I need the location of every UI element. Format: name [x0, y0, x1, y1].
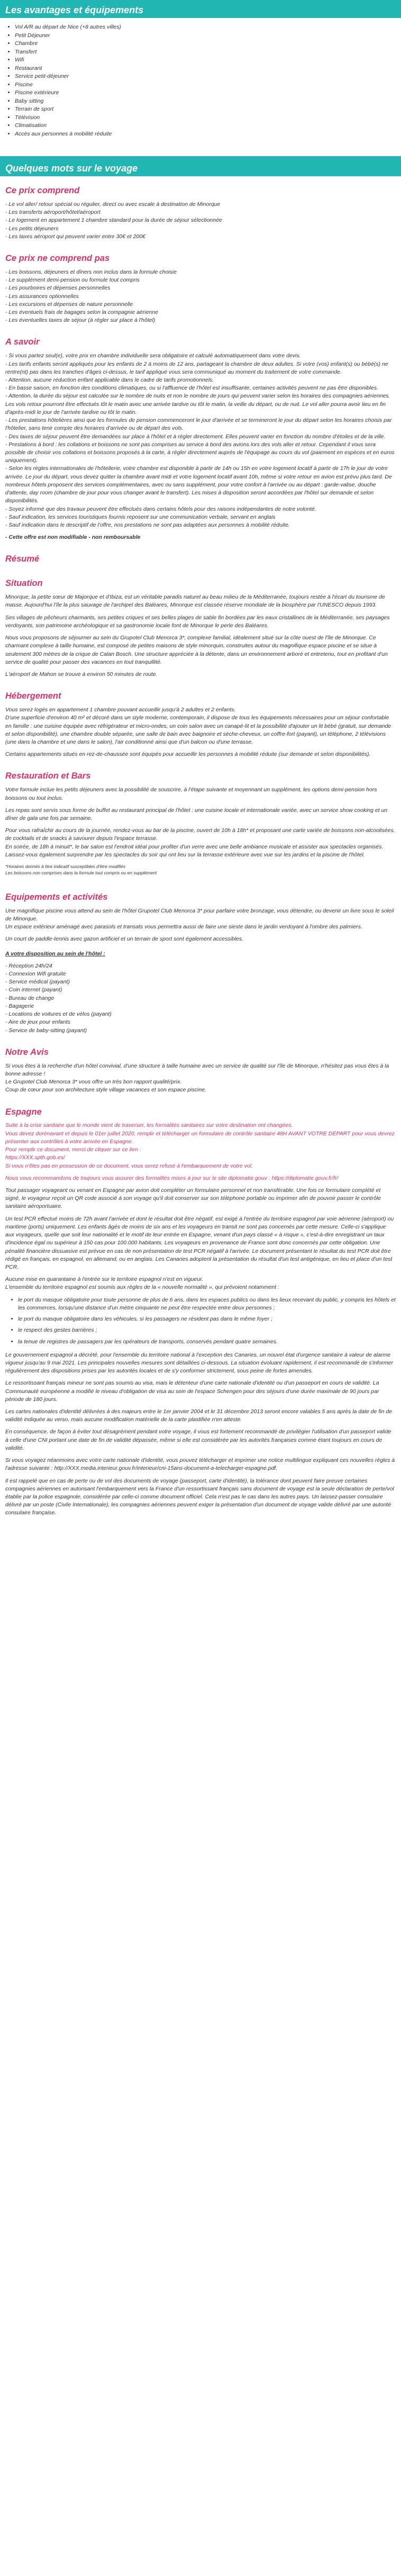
disposition-heading: A votre disposition au sein de l'hôtel :	[5, 950, 105, 957]
restauration-text: Votre formule inclue les petits déjeuners avec la possibilité de souscrire, à l'étape suivante et moyennant un supplément, les options demi-pension hors boissons ou tout inclus.	[5, 787, 377, 801]
heading-resume: Résumé	[5, 554, 40, 564]
facility-item: - Connexion Wifi gratuite	[5, 971, 66, 977]
included-item: - Le vol aller/ retour spécial ou régulier, direct ou avec escale à destination de Minorque	[5, 201, 221, 207]
notre-avis-text: Si vous êtes à la recherche d'un hôtel convivial, d'une structure à taille humaine avec un service de qualité sur l'île de Minorque, n'hésitez pas vous êtes à la bonne adresse ! Le Grupotel Club Menorca 3* vous offre un très bon rapport qualité/prix. Coup de cœur pour son architecture style village vacances et son espace piscine.	[5, 1062, 389, 1093]
espagne-text: Si vous voyagez néanmoins avec votre carte nationale d'identité, vous pouvez télécharger et imprimer une notice multilingue expliquant ces nouvelles règles à l'adresse suivante : http://XXX.media.interieur.gouv.fr/interieur/cni-15ans-document-a-telecharger-espagne.pdf.	[5, 1457, 395, 1472]
situation-text: Nous vous proposons de séjourner au sein du Grupotel Club Menorca 3*, complexe familial, idéalement situé sur la côte ouest de l'île de Minorque. Ce charmant complexe à taille humaine, est composé de petites maisons de style minorquin, construites autour du magnifique espace piscine et se situe à seulement 300 mètres de la crique de Calan Bosch. Une structure appréciée à la détente, dans un environnement arboré et entretenu, tout en profitant d'un service de qualité pour passer des vacances en tout tranquillité.	[5, 635, 388, 665]
restauration-text: Pour vous rafraîchir au cours de la journée, rendez-vous au bar de la piscine, ouvert de 10h à 18h* et proposant une carte variée de boissons non-alcoolisées, de cocktails et de snacks à savourer depuis l'espace terrasse. En soirée, de 18h à minuit*, le bar salon est l'endroit idéal pour profiter d'un verre avec une belle ambiance musicale et assister aux spectacles organisés. Laissez-vous également surprendre par les spectacles du soir qui ont lieu sur la terrasse extérieure avec vue sur les jardins et la piscine de l'hôtel.	[5, 827, 395, 858]
amenity-item: • Climatisation	[15, 122, 401, 130]
excluded-item: - Les éventuels frais de bagages selon la compagnie aérienne	[5, 309, 158, 316]
espagne-text: En conséquence, de façon à éviter tout désagrément pendant votre voyage, il vous est fortement recommandé de privilégier l'utilisation d'un passeport valide à celle d'une CNI portant une date de fin de validité dépassée, même si elle est considérée par les autorités françaises comme étant toujours en cours de validité.	[5, 1429, 391, 1451]
included-item: - Les transferts aéroport/hôtel/aéroport	[5, 209, 101, 216]
excluded-item: - Les éventuelles taxes de séjour (à régler sur place à l'hôtel)	[5, 317, 156, 324]
heading-espagne: Espagne	[5, 1107, 42, 1117]
included-item: - Le logement en appartement 1 chambre standard pour la durée de séjour sélectionnée	[5, 217, 222, 224]
excluded-item: - Le supplément demi-pension ou formule tout compris	[5, 277, 140, 284]
trip-details	[0, 185, 401, 1517]
facility-item: - Bagagerie	[5, 1002, 34, 1009]
espagne-text: Tout passager voyageant ou venant en Espagne par avion doit compléter un formulaire personnel et non transférable. Une fois ce formulaire complété et signé, le voyageur reçoit un QR code associé à son voyage qu'il doit conserver sur son téléphone portable ou imprimer afin de pouvoir passer le contrôle sanitaire aéroportuaire.	[5, 1187, 381, 1210]
rule-item: • le port du masque obligatoire pour toute personne de plus de 6 ans, dans les espaces publics ou dans les lieux recevant du public, y compris les hôtels et les commerces, lorsqu'une distance d'un mètre cinquante ne peut être respectée entre deux personnes ;	[18, 1296, 396, 1312]
a-savoir-text: - Si vous partez seul(e), votre prix en chambre individuelle sera obligatoire et calculé automatiquement dans votre devis. - Les tarifs enfants seront appliqués pour les enfants de 2 à moins de 12 ans, partageant la chambre de deux adultes. Si votre (vos) enfant(s) ou bébé(s) ne rentre(nt) pas dans les tranches d'âges ci-dessus, le tarif appliqué vous sera communiqué au moment du traitement de votre commande. - Attention, aucune réduction enfant applicable dans le cadre de tarifs promotionnels. - En basse saison, en fonction des conditions climatiques, ou si l'affluence de l'hôtel est insuffisante, certaines activités peuvent ne pas être disponibles. - Attention, la durée du séjour est calculée sur le nombre de nuits et non le nombre de jours qui peuvent varier selon les horaires des compagnies aériennes. Les vols retour pourront être effectués tôt le matin avec une arrivée tardive ou tôt le matin, la veille du départ, ou de nuit. Le vol aller pourra avoir lieu en fin d'après-midi le jour de l'arrivée tardive ou tôt le matin. - Les prestations hôtelières ainsi que les formules de pension commenceront le jour d'arrivée et se termineront le jour du départ selon les horaires choisis par l'hôtelier, sans tenir compte des horaires d'arrivée ou de départ des vols. - Des taxes de séjour peuvent être demandées sur place à l'hôtel et à régler directement. Elles peuvent varier en fonction du nombre d'étoiles et de la ville. - Prestations à bord : les collations et boissons ne sont pas comprises au service à bord des avions lors des vols aller et retour. Cependant il vous sera possible de choisir vos collations et boissons proposés à la carte, à régler directement auprès de l'équipage au cours du vol (paiement en espèces et en euros uniquement). - Selon les règles internationales de l'hôtellerie, votre chambre est disponible à partir de 14h ou 15h en votre logement locatif à partir de 17h le jour de votre arrivée. Le jour du départ, vous devez quitter la chambre avant midi et votre logement locatif avant 10h, même si votre retour en avion est prévu plus tard. De nombreux hôtels proposent des services complémentaires, avec ou sans supplément, pour votre confort à l'arrivée ou au départ : garde-valise, douche d'attente, day room (chambre de jour pour vous changer avant le transfert). Les mises à disposition seront accordées par l'hôtel sur demande et selon disponibilités. - Soyez informé que des travaux peuvent être effectués dans certains hôtels pour des raisons indépendantes de notre volonté. - Sauf indication, les services touristiques fournis reposent sur une communication verbale, servant en anglais - Sauf indication dans le descriptif de l'offre, nos prestations ne sont pas adaptées aux personnes à mobilité réduite.	[5, 352, 395, 528]
included-item: - Les taxes aéroport qui peuvent varier entre 30€ et 200€	[5, 233, 146, 240]
amenity-item: • Restaurant	[15, 65, 401, 73]
espagne-text: Aucune mise en quarantaine à l'entrée sur le territoire espagnol n'est en vigueur. L'ensemble du territoire espagnol est soumis aux règles de la « nouvelle normalité », qui prévoient notamment :	[5, 1276, 279, 1291]
hebergement-text: Certains appartements situés en rez-de-chaussée sont équipés pour accueillir les personnes à mobilité réduite (sur demande et selon disponibilités).	[5, 751, 371, 758]
amenity-item: • Piscine	[15, 81, 401, 89]
footnote: *Horaires donnés à titre indicatif susceptibles d'être modifiés	[5, 864, 125, 870]
espagne-text: Le gouvernement espagnol a décrété, pour l'ensemble du territoire national à l'exception des Canaries, un nouvel état d'urgence sanitaire à valeur de alarme vigueur jusqu'au 9 mai 2021. Les principales nouvelles mesures sont détaillées ci-dessous. La situation évoluant rapidement, il est recommandé de s'informer régulièrement des dispositions prises par les autorités locales et de s'y conformer strictement, sous peine de fortes amendes.	[5, 1351, 393, 1375]
amenity-item: • Wifi	[15, 56, 401, 65]
amenity-item: • Service petit-déjeuner	[15, 73, 401, 81]
section-banner-quelques-mots: Quelques mots sur le voyage	[0, 156, 401, 176]
footnote: Les boissons non comprises dans la formule tout compris ou en supplément	[5, 870, 157, 876]
amenities-list	[0, 23, 401, 138]
amenity-item: • Accès aux personnes à mobilité réduite	[15, 130, 401, 139]
heading-a-savoir: A savoir	[5, 337, 40, 347]
situation-text: Minorque, la petite sœur de Majorque et d'Ibiza, est un véritable paradis naturel au beau milieu de la Méditerranée, toujours restée à l'écart du tourisme de masse. Aujourd'hui l'île la plus sauvage de l'archipel des Baléares, Minorque est classée réserve mondiale de la biosphère par l'UNESCO depuis 1993.	[5, 594, 385, 609]
facility-item: - Locations de voitures et de vélos (payant)	[5, 1011, 112, 1018]
heading-hebergement: Hébergement	[5, 691, 61, 701]
heading-notre-avis: Notre Avis	[5, 1047, 49, 1057]
section-banner-avantages: Les avantages et équipements	[0, 0, 401, 18]
equipements-text: Une magnifique piscine vous attend au sein de l'hôtel Grupotel Club Menorca 3* pour parfaire votre bronzage, vous détendre, ou devenir un livre sous le soleil de Minorque. Un espace extérieur aménagé avec parasols et transats vous permettra aussi de faire une sieste dans le jardin verdoyant à l'ombre des palmiers.	[5, 907, 394, 930]
heading-restauration: Restauration et Bars	[5, 771, 91, 781]
excluded-item: - Les assurances optionnelles	[5, 293, 79, 300]
excluded-item: - Les pourboires et dépenses personnelles	[5, 285, 111, 292]
facility-item: - Service de baby-sitting (payant)	[5, 1027, 87, 1034]
espagne-text: Le ressortissant français mineur ne sont pas soumis au visa, mais le détenteur d'une carte nationale d'identité ou d'un passeport en cours de validité. La Communauté européenne a modifié le niveau d'obligation de visa au sein de l'espace Schengen pour des séjours d'une durée maximale de 90 jours par période de 180 jours.	[5, 1380, 379, 1403]
amenity-item: • Piscine extérieure	[15, 89, 401, 97]
rule-item: • le respect des gestes barrières ;	[18, 1326, 396, 1334]
diplomatie-notice: Nous vous recommandons de toujours vous assurer des formalités mises à jour sur le site diplomatie.gouv : https://diplomatie.gouv.fr/fr/	[5, 1174, 339, 1181]
rules-list	[5, 1296, 396, 1346]
equipements-text: Un court de paddle-tennis avec gazon artificiel et un terrain de sport sont également accessibles.	[5, 936, 244, 943]
amenity-item: • Petit Déjeuner	[15, 32, 401, 40]
pcr-text: Un test PCR effectué moins de 72h avant l'arrivée et dont le résultat doit être négatif, est exigé à l'entrée du territoire espagnol par voie aérienne (aéroport) ou maritime (ports) uniquement. Les enfants âgés de moins de six ans et les voyageurs en transit ne sont pas concernés par cette mesure. Celle-ci s'applique aux voyageurs, quelle que soit leur nationalité et le motif de leur entrée en Espagne, venant d'un pays classé « à risque », c'est-à-dire enregistrant un taux d'incidence égal ou supérieur à 150 cas pour 100.000 habitants. Les voyageurs en provenance de France sont donc concernés par cette obligation. Une pénalité financière dissuasive est prévue en cas de non présentation de test PCR négatif à l'arrivée. Le document présentant le résultat du test PCR doit être rédigé en français, en espagnol, en allemand, ou en anglais. Les Canaries adoptent la présentation du résultat d'un test antigénique, en lieu et place d'un test PCR.	[5, 1215, 394, 1270]
heading-situation: Situation	[5, 579, 43, 589]
facility-item: - Réception 24h/24	[5, 962, 52, 969]
facility-item: - Service médical (payant)	[5, 979, 70, 986]
facility-item: - Coin internet (payant)	[5, 987, 62, 993]
espagne-text: Il est rappelé que en cas de perte ou de vol des documents de voyage (passeport, carte d'identité), la tolérance dont peuvent faire preuve certaines compagnies aériennes en autorisant l'embarquement vers la France d'un ressortissant français sans document de voyage est la seule déclaration de perte/vol établie par la police espagnole, considérée par celle-ci comme document officiel. Cela n'est pas le cas dans les autres pays. Un laissez-passer consulaire délivré par un poste (Civile Internationale), les compagnies aériennes peuvent exiger la présentation d'un document de voyage valide délivré par une autorité consulaire française.	[5, 1477, 394, 1516]
rule-item: • la tenue de registres de passagers par les opérateurs de transports, conservés pendant quatre semaines.	[18, 1338, 396, 1346]
amenity-item: • Télévision	[15, 114, 401, 122]
prix-ne-comprend-list	[5, 268, 396, 325]
heading-equipements: Equipements et activités	[5, 892, 108, 902]
espagne-text: Les cartes nationales d'identité délivrées à des majeurs entre le 1er janvier 2004 et le 31 décembre 2013 seront encore valables 5 ans après la date de fin de validité indiquée au verso, mais aucune modification matérielle de la carte plastifiée n'en atteste.	[5, 1408, 393, 1423]
situation-text: L'aéroport de Mahon se trouve à environ 50 minutes de route.	[5, 671, 158, 678]
amenity-item: • Terrain de sport	[15, 105, 401, 114]
facility-item: - Bureau de change	[5, 995, 54, 1001]
disposition-list	[5, 962, 396, 1035]
restauration-text: Les repas sont servis sous forme de buffet au restaurant principal de l'hôtel : une cuisine locale et internationale variée, avec un service show cooking et un dîner de gala une fois par semaine.	[5, 807, 388, 822]
facility-item: - Aire de jeux pour enfants	[5, 1019, 70, 1026]
situation-text: Ses villages de pêcheurs charmants, ses petites criques et ses belles plages de sable fin bordées par les eaux cristallines de la Méditerranée, ses paysages verdoyants, son patrimoine archéologique et sa gastronomie locale font de Minorque le perle des Baléares.	[5, 614, 390, 629]
amenity-item: • Vol A/R au départ de Nice (+8 autres villes)	[15, 23, 401, 32]
prix-comprend-list	[5, 201, 396, 241]
rule-item: • le port du masque obligatoire dans les véhicules, si les passagers ne résident pas dans le même foyer ;	[18, 1315, 396, 1323]
heading-prix-ne-comprend: Ce prix ne comprend pas	[5, 254, 110, 264]
amenity-item: • Chambre	[15, 40, 401, 48]
included-item: - Les petits déjeuners	[5, 225, 59, 232]
hebergement-text: Vous serez logés en appartement 1 chambre pouvant accueillir jusqu'à 2 adultes et 2 enfants. D'une superficie d'environ 40 m² et décoré dans un style moderne, contemporain, il dispose de tous les équipements nécessaires pour un séjour confortable en famille : une cuisine équipée avec réfrigérateur et micro-ondes, un coin salon avec un canapé-lit et la possibilité d'ajouter un lit bébé (gratuit, sur demande et selon disponibilité), une chambre double séparée, une salle de bain avec baignoire et sèche-cheveux, un coffre-fort (payant), un téléphone, 2 télévisions (une dans la chambre et une dans le salon), l'air conditionné ainsi que d'un balcon ou d'une terrasse.	[5, 707, 391, 746]
excluded-item: - Les boissons, déjeuners et dîners non inclus dans la formule choisie	[5, 268, 177, 275]
non-refundable-note: - Cette offre est non modifiable - non remboursable	[5, 534, 141, 541]
sanitary-form-notice: Suite à la crise sanitaire que le monde vient de traverser, les formalités sanitaires sur votre destination ont changées. Vous devez dorénavant et depuis le 01er juillet 2020, remplir et télécharger un formulaire de contrôle sanitaire 48H AVANT VOTRE DÉPART pour vous devrez présenter aux contrôles à votre arrivée en Espagne. Pour remplir ce document, merci de cliquer sur ce lien : https://XXX.spth.gob.es/ Si vous n'êtes pas en possession de ce document, vous serez refusé à l'embarquement de votre vol.	[5, 1122, 395, 1169]
heading-prix-comprend: Ce prix comprend	[5, 186, 80, 195]
amenity-item: • Baby sitting	[15, 97, 401, 106]
excluded-item: - Les excursions et dépenses de nature personnelle	[5, 301, 133, 308]
amenity-item: • Transfert	[15, 48, 401, 57]
